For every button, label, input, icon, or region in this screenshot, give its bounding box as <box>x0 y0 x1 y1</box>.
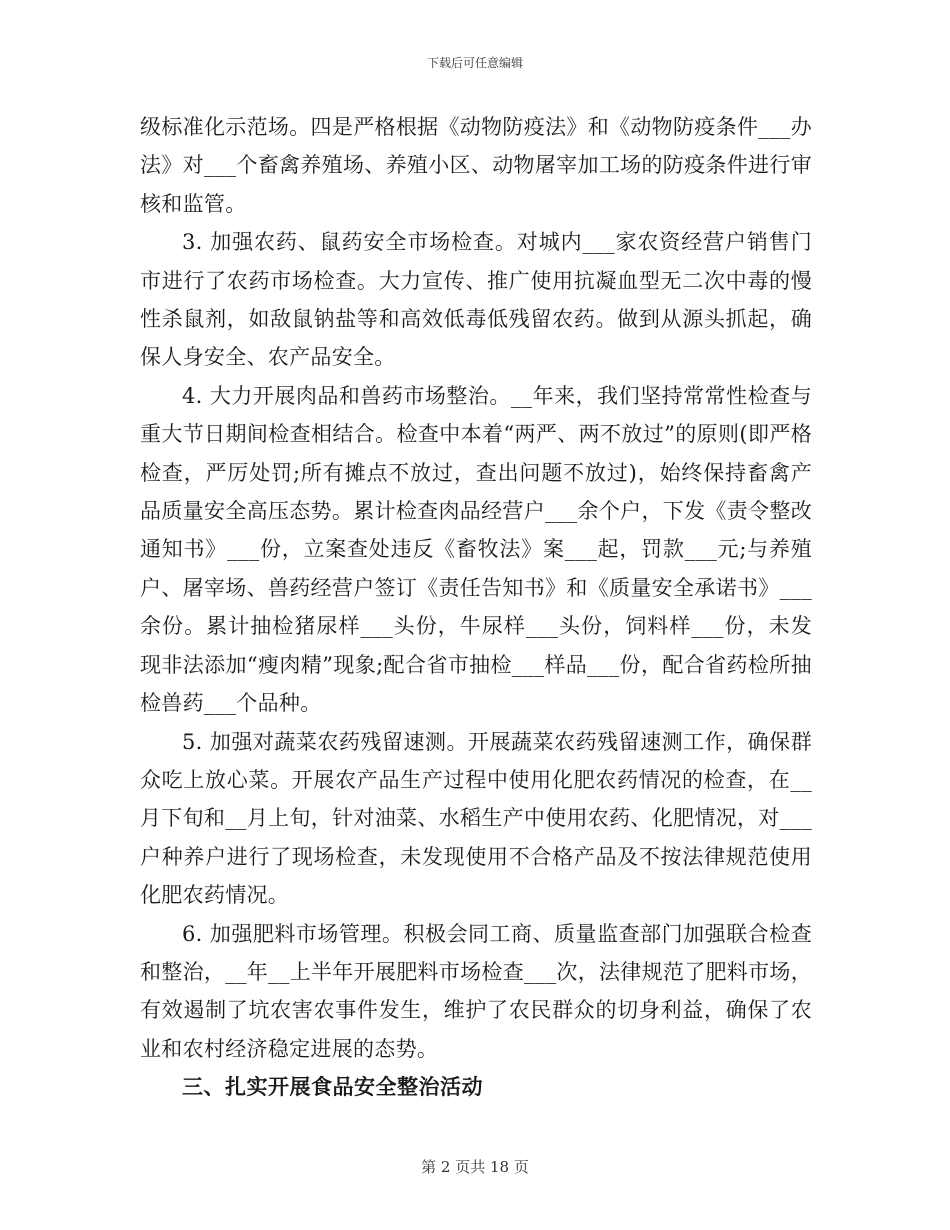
section-heading: 三、扎实开展食品安全整治活动 <box>182 1075 483 1100</box>
paragraph-item-4: 4. 大力开展肉品和兽药市场整治。__年来，我们坚持常常性检查与重大节日期间检查相结合。检查中本着“两严、两不放过”的原则(即严格检查，严厉处罚;所有摊点不放过，查出问题不放过)，始终保持畜禽产品质量安全高压态势。累计检查肉品经营户___余个户，下发《责令整改通知书》___份，立案查处违反《畜牧法》案___起，罚款___元;与养殖户、屠宰场、兽药经营户签订《责任告知书》和《质量安全承诺书》___余份。累计抽检猪尿样___头份，牛尿样___头份，饲料样___份，未发现非法添加“瘦肉精”现象;配合省市抽检___样品___份，配合省药检所抽检兽药___个品种。 <box>140 383 812 716</box>
page-header-note: 下载后可任意编辑 <box>426 56 523 70</box>
paragraph-item-5: 5. 加强对蔬菜农药残留速测。开展蔬菜农药残留速测工作，确保群众吃上放心菜。开展农产品生产过程中使用化肥农药情况的检查，在__月下旬和__月上旬，针对油菜、水稻生产中使用农药、化肥情况，对___户种养户进行了现场检查，未发现使用不合格产品及不按法律规范使用化肥农药情况。 <box>140 729 812 908</box>
paragraph-item-3: 3. 加强农药、鼠药安全市场检查。对城内___家农资经营户销售门市进行了农药市场检查。大力宣传、推广使用抗凝血型无二次中毒的慢性杀鼠剂，如敌鼠钠盐等和高效低毒低残留农药。做到从源头抓起，确保人身安全、农产品安全。 <box>140 230 812 370</box>
paragraph-continuation: 级标准化示范场。四是严格根据《动物防疫法》和《动物防疫条件___办法》对___个畜禽养殖场、养殖小区、动物屠宰加工场的防疫条件进行审核和监管。 <box>140 115 812 216</box>
paragraph-item-6: 6. 加强肥料市场管理。积极会同工商、质量监查部门加强联合检查和整治，__年__上半年开展肥料市场检查___次，法律规范了肥料市场，有效遏制了坑农害农事件发生，维护了农民群众的切身利益，确保了农业和农村经济稳定进展的态势。 <box>140 921 812 1061</box>
page-number-footer: 第 2 页共 18 页 <box>421 1158 529 1176</box>
document-body <box>140 108 812 1107</box>
